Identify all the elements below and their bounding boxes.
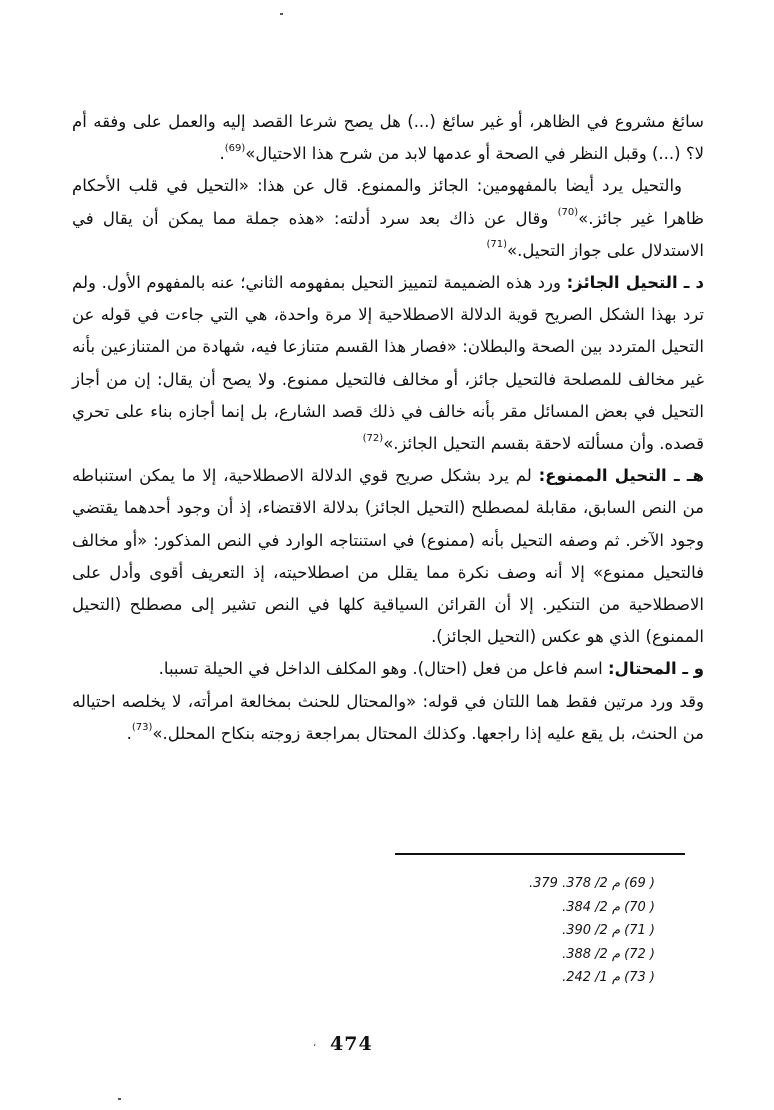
page-mark: ، (313, 1038, 317, 1049)
paragraph-text: سائغ مشروع في الظاهر، أو غير سائغ (...) هل يصح شرعا القصد إليه والعمل على وفقه أم لا؟ (...) وقبل النظر في الصحة أو عدمها لابد من شرح هذا الاحتيال» (72, 112, 704, 164)
footnote-divider (395, 853, 685, 855)
footnote-text: م 2/ 384. (562, 899, 621, 915)
footnote-number: ( 73) (624, 970, 655, 985)
paragraph-text: وقد ورد مرتين فقط هما اللتان في قوله: «والمحتال للحنث بمخالعة امرأته، لا يخلصه احتياله من الحنث، بل يقع عليه إذا راجعها. وكذلك المحتال بمراجعة زوجته بنكاح المحلل.» (72, 691, 704, 743)
footnote-text: م 2/ 388. (562, 946, 621, 962)
footnote-ref: (69) (224, 142, 246, 154)
footnote-text: م 2/ 390. (562, 923, 621, 938)
footnotes (510, 872, 655, 990)
paragraph (72, 267, 704, 460)
footnote-number: ( 69) (624, 876, 655, 891)
footnote-text: م 1/ 242. (562, 970, 621, 985)
section-heading: و ـ المحتال: (607, 659, 704, 679)
page-number: 474 (330, 1033, 373, 1055)
paragraph: سائغ مشروع في الظاهر، أو غير سائغ (...) هل يصح شرعا القصد إليه والعمل على وفقه أم لا؟ (...) وقبل النظر في الصحة أو عدمها لابد من شرح هذا الاحتيال»$^{(69)}$. (72, 112, 704, 164)
section-heading: د ـ التحيل الجائز: (566, 273, 705, 293)
footnote-number: ( 71) (624, 923, 655, 938)
paragraph: وقد ورد مرتين فقط هما اللتان في قوله: «والمحتال للحنث بمخالعة امرأته، لا يخلصه احتياله من الحنث، بل يقع عليه إذا راجعها. وكذلك المحتال بمراجعة زوجته بنكاح المحلل.»$^{(73)}$. (72, 691, 704, 743)
paragraph-text: اسم فاعل من فعل (احتال). وهو المكلف الداخل في الحيلة تسببا. (158, 659, 603, 679)
section-heading: هـ ـ التحيل الممنوع: (538, 466, 704, 486)
footnote-item (510, 872, 655, 896)
footnote-number: ( 72) (624, 946, 655, 962)
footnote-number: ( 70) (624, 899, 655, 915)
footnote-text: م 2/ 378. 379. (528, 876, 621, 891)
footnote-ref: (73) (131, 722, 153, 734)
footnote-item (510, 943, 655, 967)
footnote-ref: (72) (362, 432, 384, 444)
footnote-ref: (71) (486, 239, 507, 251)
paragraph-text: والتحيل يرد أيضا بالمفهومين: الجائز والممنوع. قال عن هذا: «التحيل في قلب الأحكام ظاهرا غير جائز.» (72, 176, 705, 228)
paragraph (72, 170, 704, 267)
scan-speck (280, 13, 283, 15)
paragraph-text: ورد هذه الضميمة لتمييز التحيل بمفهومه الثاني؛ عنه بالمفهوم الأول. ولم ترد بهذا الشكل الصريح قوية الدلالة الاصطلاحية إلا مرة واحدة، هي التي جاءت في قوله عن التحيل المتردد بين الصحة والبطلان: «فصار هذا القسم متنازعا فيه، شهادة من المتنازعين بأنه غير مخالف للمصلحة فالتحيل جائز، أو مخالف فالتحيل ممنوع. ولا يصح أن يقال: إن من أجاز التحيل في بعض المسائل مقر بأنه خالف في ذلك قصد الشارع، بل إنما أجازه بناء على تحري قصده. وأن مسألته لاحقة بقسم التحيل الجائز.» (72, 273, 704, 454)
footnote-item (510, 919, 655, 943)
body-text (72, 106, 704, 750)
paragraph (72, 460, 704, 653)
footnote-item (510, 896, 655, 920)
paragraph-text: وقال عن ذاك بعد سرد أدلته: «هذه جملة مما يمكن أن يقال في الاستدلال على جواز التحيل.» (72, 208, 704, 260)
paragraph-text: لم يرد بشكل صريح قوي الدلالة الاصطلاحية، إلا ما يمكن استنباطه من النص السابق، مقابلة لمصطلح (التحيل الجائز) بدلالة الاقتضاء، إذ أن وجود أحدهما يقتضي وجود الآخر. ثم وصفه التحيل بأنه (ممنوع) في استنتاجه الوارد في النص المذكور: «أو مخالف فالتحيل ممنوع» إلا أنه وصف نكرة مما يقلل من اصطلاحيته، إذ التعريف أقوى وأدل على الاصطلاحية من التنكير. إلا أن القرائن السياقية كلها في النص تشير إلى مصطلح (التحيل الممنوع) الذي هو عكس (التحيل الجائز). (72, 466, 704, 647)
footnote-ref: (70) (557, 207, 579, 219)
scan-speck (118, 1098, 121, 1100)
footnote-item (510, 966, 655, 990)
paragraph (72, 653, 704, 685)
